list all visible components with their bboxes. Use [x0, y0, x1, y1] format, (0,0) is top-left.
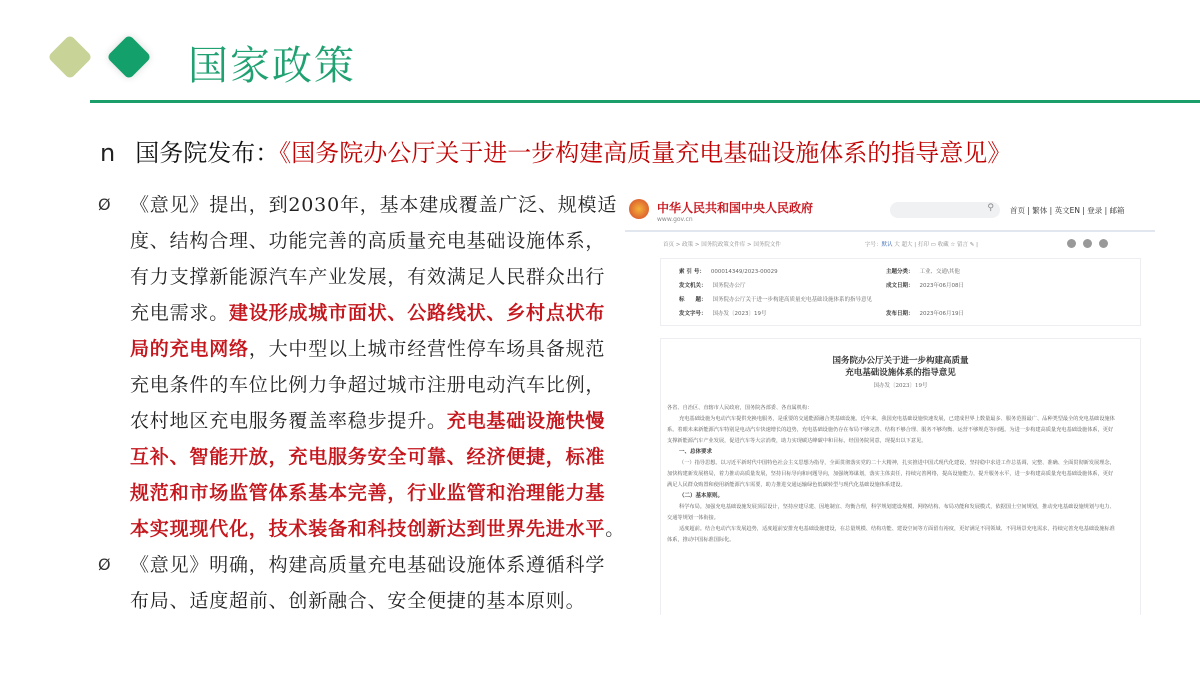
info-label: 成文日期： [886, 283, 914, 289]
bullet-line [98, 442, 618, 478]
body-text: 充电条件的车位比例力争超过城市注册电动汽车比例， [130, 374, 606, 396]
bullet-line [98, 226, 618, 262]
search-icon: ⚲ [987, 203, 994, 213]
info-label: 索 引 号： [679, 269, 705, 275]
body-text: 度、结构合理、功能完善的高质量充电基础设施体系， [130, 230, 606, 252]
share-qzone-icon [1099, 239, 1108, 248]
bullet-line [98, 298, 618, 334]
body-text: 。 [605, 518, 626, 540]
page-title: 国家政策 [188, 43, 356, 89]
search-input [890, 202, 1000, 218]
highlighted-text: 局的充电网络 [130, 338, 249, 360]
body-text: 《意见》明确，构建高质量充电基础设施体系遵循科学 [130, 554, 606, 576]
doc-heading: 一、总体要求 [679, 449, 713, 455]
document-info-box [660, 258, 1141, 326]
gov-website-screenshot [625, 190, 1155, 615]
info-value: 工业、交通\其他 [919, 269, 960, 275]
share-wechat-icon [1083, 239, 1092, 248]
bullet-line [98, 262, 618, 298]
national-emblem-icon [629, 199, 649, 219]
info-value: 国务院办公厅关于进一步构建高质量充电基础设施体系的指导意见 [712, 297, 873, 303]
title-divider [90, 100, 1200, 103]
info-label: 主题分类： [886, 269, 914, 275]
doc-paragraph: 充电基础设施为电动汽车提供充换电服务，是重要的交通能源融合类基础设施。近年来，我国充电基础设施快速发展，已建成世界上数量最多、服务范围最广、品种类型最全的充电基础设施体系。着眼未来新能源汽车特别是电动汽车快速增长的趋势，充电基础设施仍存在布局不够完善、结构不够合理、服务不够均衡、运营不够规范等问题。为进一步构建高质量充电基础设施体系，更好支撑新能源汽车产业发展，促进汽车等大宗消费，助力实现碳达峰碳中和目标，经国务院同意，现提出以下意见。 [667, 416, 1115, 444]
breadcrumb: 首页 > 政策 > 国务院政策文件库 > 国务院文件 [663, 242, 781, 248]
doc-paragraph: 科学布局。加强充电基础设施发展顶层设计，坚持应建尽建、因地制宜、均衡合理，科学规划建设规模、网络结构、布局功能和发展模式，依据国土空间规划，推动充电基础设施规划与电力、交通等规划一体衔接。 [667, 504, 1115, 521]
bullet-line [98, 478, 618, 514]
share-weibo-icon [1067, 239, 1076, 248]
site-url: www.gov.cn [657, 216, 693, 223]
body-text: 布局、适度超前、创新融合、安全便捷的基本原则。 [130, 590, 586, 612]
subheading [100, 133, 1011, 168]
info-value: 国务院办公厅 [712, 283, 746, 289]
doc-heading: （二）基本原则。 [679, 493, 724, 499]
bullet-marker-icon: Ø [98, 195, 112, 214]
highlighted-text: 本实现现代化，技术装备和科技创新达到世界先进水平 [130, 518, 606, 540]
font-sizes: 大 超大 | 打印 ▭ 收藏 ☆ 留言 ✎ | [894, 242, 978, 248]
info-value: 2023年06月08日 [919, 283, 965, 289]
highlighted-text: 规范和市场监管体系基本完善，行业监管和治理能力基 [130, 482, 606, 504]
doc-paragraph: 适度超前。结合电动汽车发展趋势，适度超前安排充电基础设施建设，在总量规模、结构功能、建设空间等方面留有裕度，更好满足不同领域、不同场景充电需求，持续完善充电基础设施标准体系，推动中国标准国际化。 [667, 526, 1115, 543]
doc-number: 国办发〔2023〕19号 [873, 383, 928, 389]
bullet-line [98, 514, 626, 550]
bullet-line [98, 334, 618, 370]
info-label: 发文机关： [679, 283, 707, 289]
subheading-prefix: 国务院发布： [135, 139, 280, 167]
document-title: 《国务院办公厅关于进一步构建高质量充电基础设施体系的指导意见》 [279, 139, 1012, 167]
body-text: ，大中型以上城市经营性停车场具备规范 [248, 338, 606, 360]
font-label: 字号： [865, 242, 882, 248]
info-value: 2023年06月19日 [919, 311, 965, 317]
doc-title-line-2: 充电基础设施体系的指导意见 [845, 368, 956, 378]
body-text: 《意见》提出，到2030年，基本建成覆盖广泛、规模适 [130, 194, 618, 216]
site-nav: 首页 | 繁体 | 英文EN | 登录 | 邮箱 [1010, 206, 1125, 215]
font-default: 默认 [881, 242, 893, 248]
green-diamond-icon [106, 34, 151, 79]
body-text: 充电需求。 [130, 302, 230, 324]
info-label: 发文字号： [679, 311, 707, 317]
body-text: 有力支撑新能源汽车产业发展，有效满足人民群众出行 [130, 266, 606, 288]
doc-title-line-1: 国务院办公厅关于进一步构建高质量 [832, 356, 969, 366]
site-name: 中华人民共和国中央人民政府 [657, 201, 814, 215]
bullet-line [98, 190, 618, 226]
highlighted-text: 充电基础设施快慢 [446, 410, 606, 432]
subheading-bullet: n [100, 139, 116, 167]
bullet-list [98, 190, 626, 622]
highlighted-text: 互补、智能开放，充电服务安全可靠、经济便捷，标准 [130, 446, 606, 468]
doc-paragraph: （一）指导思想。以习近平新时代中国特色社会主义思想为指导，全面贯彻落实党的二十大精神，扎实推进中国式现代化建设，坚持稳中求进工作总基调，完整、准确、全面贯彻新发展理念，加快构建新发展格局，着力推动高质量发展，坚持目标导向和问题导向，加强统筹谋划，落实主体责任，持续完善网络，提高设施能力，提升服务水平，进一步构建高质量充电基础设施体系，更好满足人民群众购置和使用新能源汽车需要，助力推进交通运输绿色低碳转型与现代化基础设施体系建设。 [667, 460, 1115, 488]
site-header [625, 190, 1155, 232]
bullet-line [98, 550, 618, 586]
highlighted-text: 建设形成城市面状、公路线状、乡村点状布 [229, 302, 606, 324]
bullet-line [98, 586, 618, 622]
bullet-marker-icon: Ø [98, 555, 112, 574]
bullet-line [98, 406, 618, 442]
bullet-line [98, 370, 618, 406]
light-diamond-icon [47, 34, 92, 79]
info-value: 国办发〔2023〕19号 [712, 311, 767, 317]
info-value: 000014349/2023-00029 [710, 269, 778, 275]
info-label: 发布日期： [886, 311, 914, 317]
info-label: 标 题： [679, 297, 707, 303]
doc-salutation: 各省、自治区、直辖市人民政府，国务院各部委、各直属机构： [667, 405, 813, 411]
body-text: 农村地区充电服务覆盖率稳步提升。 [130, 410, 447, 432]
document-body [660, 338, 1141, 615]
page-tools [865, 240, 978, 248]
